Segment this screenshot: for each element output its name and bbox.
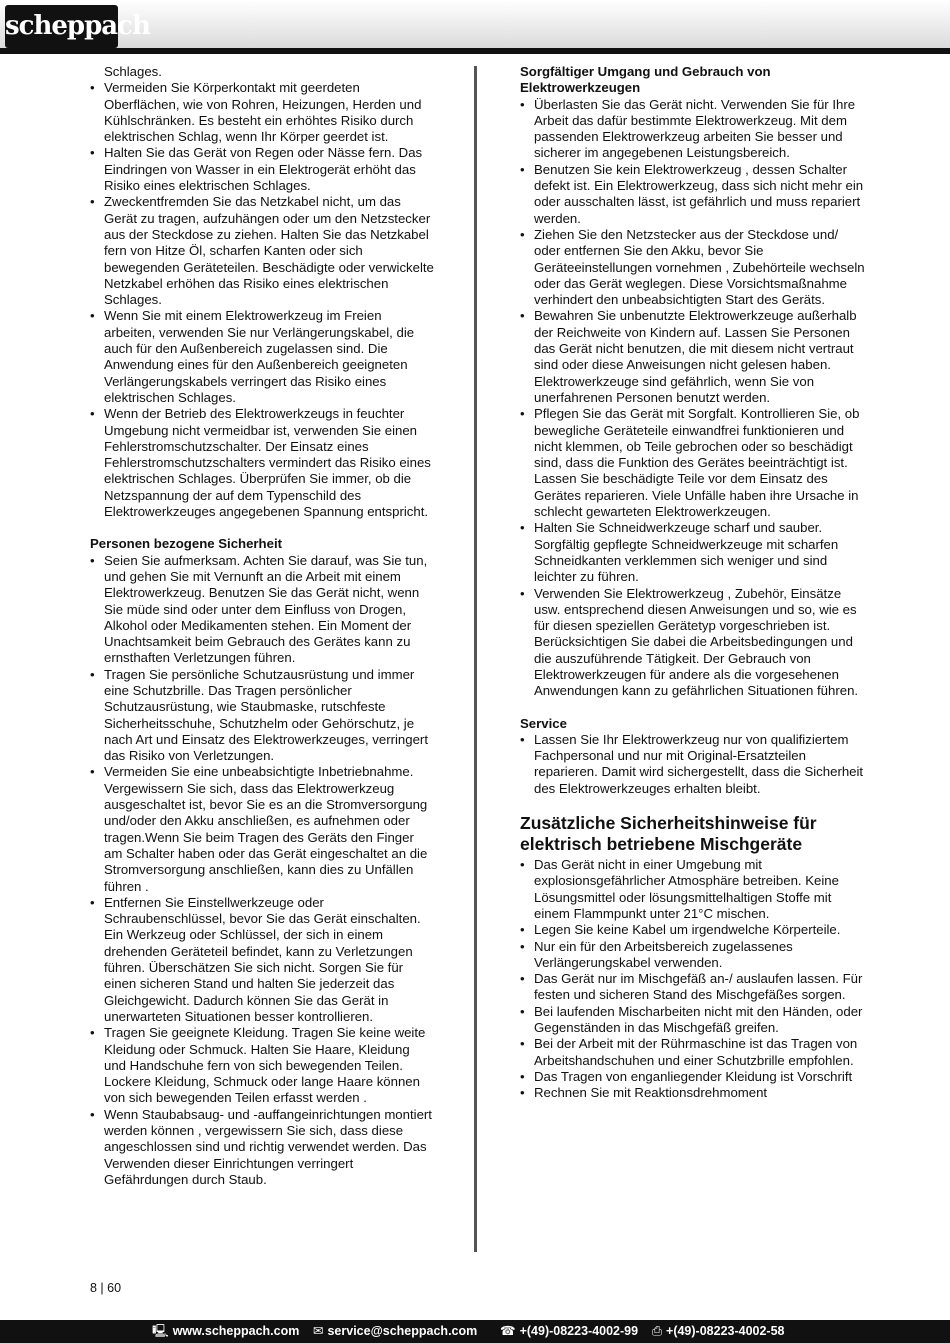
computer-icon: 🖳 xyxy=(152,1324,169,1338)
page-number: 8 | 60 xyxy=(90,1281,122,1295)
page-footer xyxy=(0,1320,950,1343)
list-item: • Bei laufenden Mischarbeiten nicht mit den Händen, oder Gegenständen in das Mischgefäß greifen. xyxy=(520,1004,865,1037)
list-item: • Legen Sie keine Kabel um irgendwelche Körperteile. xyxy=(520,922,865,938)
list-item: • Bewahren Sie unbenutzte Elektrowerkzeuge außerhalb der Reichweite von Kindern auf. Lassen Sie Personen das Gerät nicht benutzen, die mit diesem nicht vertraut sind oder diese Anweisungen nicht gelesen haben. Elektrowerkzeuge sind gefährlich, wenn Sie von unerfahrenen Personen benutzt werden. xyxy=(520,308,865,406)
footer-email[interactable] xyxy=(313,1320,477,1343)
list-item: • Entfernen Sie Einstellwerkzeuge oder Schraubenschlüssel, bevor Sie das Gerät einschalten. Ein Werkzeug oder Schlüssel, der sich in einem drehenden Geräteteil befindet, kann zu Verletzungen führen. Überschätzen Sie sich nicht. Sorgen Sie für einen sicheren Stand und halten Sie jederzeit das Gleichgewicht. Dadurch können Sie das Gerät in unerwarteten Situationen besser kontrollieren. xyxy=(90,895,435,1025)
telephone-icon: ☎ xyxy=(500,1324,516,1338)
list-item: • Das Gerät nicht in einer Umgebung mit explosionsgefährlicher Atmosphäre betreiben. Keine Lösungsmittel oder lösungsmittelhaltigen Stoffe mit einem Flammpunkt unter 21°C mischen. xyxy=(520,857,865,922)
major-heading: Zusätzliche Sicherheitshinweise für elektrisch betriebene Mischgeräte xyxy=(520,813,817,855)
list-item: • Halten Sie Schneidwerkzeuge scharf und sauber. Sorgfältig gepflegte Schneidwerkzeuge mit scharfen Schneidkanten verklemmen sich weniger und sind leichter zu führen. xyxy=(520,520,865,585)
left-bullets-1 xyxy=(90,80,435,520)
list-item: • Rechnen Sie mit Reaktionsdrehmoment xyxy=(520,1085,865,1101)
list-item: • Das Gerät nur im Mischgefäß an-/ auslaufen lassen. Für festen und sicheren Stand des Mischgefäßes sorgen. xyxy=(520,971,865,1004)
left-bullets-2 xyxy=(90,553,435,1189)
footer-website-text: www.scheppach.com xyxy=(172,1324,300,1338)
list-item: • Vermeiden Sie eine unbeabsichtigte Inbetriebnahme. Vergewissern Sie sich, dass das Elektrowerkzeug ausgeschaltet ist, bevor Sie es an die Stromversorgung und/oder den Akku anschließen, es aufnehmen oder tragen.Wenn Sie beim Tragen des Geräts den Finger am Schalter haben oder das Gerät eingeschaltet an die Stromversorgung anschließen, kann dies zu Unfällen führen . xyxy=(90,764,435,894)
footer-fax xyxy=(652,1320,785,1343)
brand-logo: scheppach xyxy=(5,5,118,48)
list-item: • Seien Sie aufmerksam. Achten Sie darauf, was Sie tun, und gehen Sie mit Vernunft an die Arbeit mit einem Elektrowerkzeug. Benutzen Sie das Gerät nicht, wenn Sie müde sind oder unter dem Einfluss von Drogen, Alkohol oder Medikamenten stehen. Ein Moment der Unachtsamkeit beim Gebrauch des Gerätes kann zu ernsthaften Verletzungen führen. xyxy=(90,553,435,667)
list-item: • Nur ein für den Arbeitsbereich zugelassenes Verlängerungskabel verwenden. xyxy=(520,939,865,972)
list-item: • Benutzen Sie kein Elektrowerkzeug , dessen Schalter defekt ist. Ein Elektrowerkzeug, dass sich nicht mehr ein oder ausschalten lässt, ist gefährlich und muss repariert werden. xyxy=(520,162,865,227)
section-heading: Sorgfältiger Umgang und Gebrauch von Elektrowerkzeugen xyxy=(520,64,771,96)
list-item: • Zweckentfremden Sie das Netzkabel nicht, um das Gerät zu tragen, aufzuhängen oder um den Netzstecker aus der Steckdose zu ziehen. Halten Sie das Netzkabel fern von Hitze Öl, scharfen Kanten oder sich bewegenden Geräteteilen. Beschädigte oder verwickelte Netzkabel erhöhen das Risiko eines elektrischen Schlages. xyxy=(90,194,435,308)
list-item: • Tragen Sie geeignete Kleidung. Tragen Sie keine weite Kleidung oder Schmuck. Halten Sie Haare, Kleidung und Handschuhe fern von sich bewegenden Teilen. Lockere Kleidung, Schmuck oder lange Haare können von sich bewegenden Teilen erfasst werden . xyxy=(90,1025,435,1106)
section-heading: Service xyxy=(520,715,567,731)
envelope-icon: ✉ xyxy=(313,1324,324,1338)
footer-phone xyxy=(500,1320,638,1343)
right-bullets-2 xyxy=(520,732,865,797)
list-item: • Tragen Sie persönliche Schutzausrüstung und immer eine Schutzbrille. Das Tragen persönlicher Schutzausrüstung, wie Staubmaske, rutschfeste Sicherheitsschuhe, Schutzhelm oder Gehörschutz, je nach Art und Einsatz des Elektrowerkzeuges, verringert das Risiko von Verletzungen. xyxy=(90,667,435,765)
right-bullets-3 xyxy=(520,857,865,1101)
list-item: • Wenn Sie mit einem Elektrowerkzeug im Freien arbeiten, verwenden Sie nur Verlängerungskabel, die auch für den Außenbereich zugelassen sind. Die Anwendung eines für den Außenbereich geeigneten Verlängerungskabels verringert das Risiko eines elektrischen Schlages. xyxy=(90,308,435,406)
list-item: • Verwenden Sie Elektrowerkzeug , Zubehör, Einsätze usw. entsprechend diesen Anweisungen und so, wie es für diesen speziellen Gerätetyp vorgeschrieben ist. Berücksichtigen Sie dabei die Arbeitsbedingungen und die auszuführende Tätigkeit. Der Gebrauch von Elektrowerkzeugen für andere als die vorgesehenen Anwendungen kann zu gefährlichen Situationen führen. xyxy=(520,586,865,700)
list-item: • Vermeiden Sie Körperkontakt mit geerdeten Oberflächen, wie von Rohren, Heizungen, Herden und Kühlschränken. Es besteht ein erhöhtes Risiko durch elektrischen Schlag, wenn Ihr Körper geerdet ist. xyxy=(90,80,435,145)
header-bar xyxy=(0,48,950,54)
continued-text: Schlages. xyxy=(104,64,162,79)
list-item: • Überlasten Sie das Gerät nicht. Verwenden Sie für Ihre Arbeit das dafür bestimmte Elektrowerkzeug. Mit dem passenden Elektrowerkzeug arbeiten Sie besser und sicherer im angegebenen Leistungsbereich. xyxy=(520,97,865,162)
list-item: • Lassen Sie Ihr Elektrowerkzeug nur von qualifiziertem Fachpersonal und nur mit Original-Ersatzteilen reparieren. Damit wird sichergestellt, dass die Sicherheit des Elektrowerkzeuges erhalten bleibt. xyxy=(520,732,865,797)
list-item: • Pflegen Sie das Gerät mit Sorgfalt. Kontrollieren Sie, ob bewegliche Geräteteile einwandfrei funktionieren und nicht klemmen, ob Teile gebrochen oder so beschädigt sind, dass die Funktion des Gerätes beeinträchtigt ist. Lassen Sie beschädigte Teile vor dem Einsatz des Gerätes reparieren. Viele Unfälle haben ihre Ursache in schlecht gewarteten Elektrowerkzeugen. xyxy=(520,406,865,520)
list-item: • Das Tragen von enganliegender Kleidung ist Vorschrift xyxy=(520,1069,865,1085)
footer-website[interactable] xyxy=(152,1320,299,1343)
list-item: • Wenn Staubabsaug- und -auffangeinrichtungen montiert werden können , vergewissern Sie sich, dass diese angeschlossen sind und richtig verwendet werden. Das Verwenden dieser Einrichtungen verringert Gefährdungen durch Staub. xyxy=(90,1107,435,1188)
list-item: • Halten Sie das Gerät von Regen oder Nässe fern. Das Eindringen von Wasser in ein Elektrogerät erhöht das Risiko eines elektrischen Schlages. xyxy=(90,145,435,194)
footer-phone-text: +(49)-08223-4002-99 xyxy=(519,1324,639,1338)
right-column xyxy=(520,64,865,1102)
footer-email-text: service@scheppach.com xyxy=(327,1324,478,1338)
right-bullets-1 xyxy=(520,97,865,700)
list-item: • Bei der Arbeit mit der Rührmaschine ist das Tragen von Arbeitshandschuhen und einer Schutzbrille empfohlen. xyxy=(520,1036,865,1069)
section-heading: Personen bezogene Sicherheit xyxy=(90,536,283,552)
footer-fax-text: +(49)-08223-4002-58 xyxy=(666,1324,785,1338)
left-column xyxy=(90,64,435,1188)
list-item: • Wenn der Betrieb des Elektrowerkzeugs in feuchter Umgebung nicht vermeidbar ist, verwenden Sie einen Fehlerstromschutzschalter. Der Einsatz eines Fehlerstromschutzschalters vermindert das Risiko eines elektrischen Schlages. Überprüfen Sie immer, ob die Netzspannung der auf dem Typenschild des Elektrowerkzeuges angegebenen Spannung entspricht. xyxy=(90,406,435,520)
column-divider xyxy=(474,66,477,1252)
list-item: • Ziehen Sie den Netzstecker aus der Steckdose und/ oder entfernen Sie den Akku, bevor Sie Geräteeinstellungen vornehmen , Zubehörteile wechseln oder das Gerät weglegen. Diese Vorsichtsmaßnahme verhindert den unbeabsichtigten Start des Geräts. xyxy=(520,227,865,308)
fax-icon: ⎙ xyxy=(652,1324,663,1338)
